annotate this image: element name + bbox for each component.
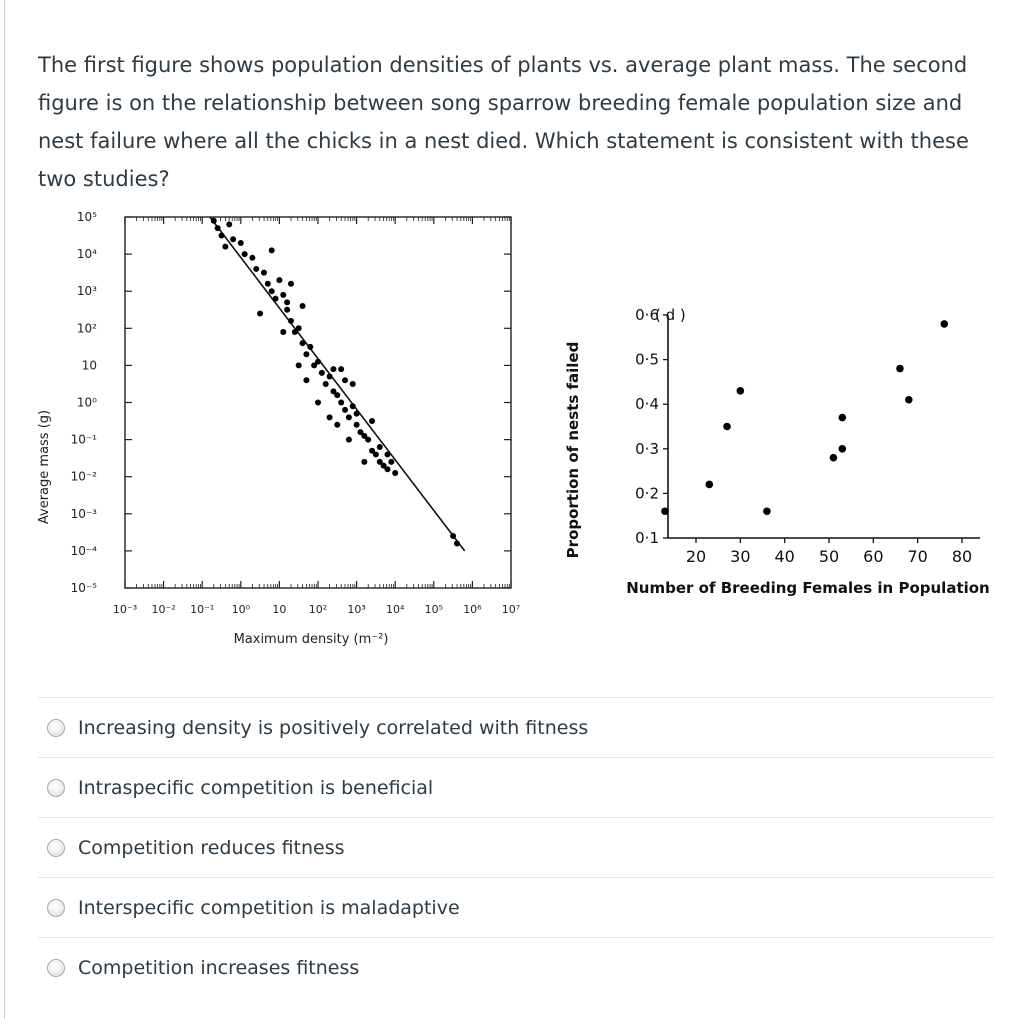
fig2-data-point: [661, 507, 669, 515]
fig1-data-point: [269, 288, 275, 294]
fig1-data-point: [257, 310, 263, 316]
fig2-x-tick-label: 40: [774, 547, 795, 566]
fig2-y-tick-label: 0·4: [635, 395, 659, 414]
answer-label: Increasing density is positively correlated with fitness: [78, 716, 589, 739]
fig2-x-tick-label: 20: [685, 547, 707, 566]
fig1-y-tick-labels: [71, 210, 98, 595]
fig2-points: [661, 320, 948, 515]
fig1-x-tick-label: 10⁷: [501, 603, 521, 616]
answer-option[interactable]: [38, 937, 994, 997]
fig1-x-tick-label: 10²: [308, 603, 328, 616]
question-text: The first figure shows population densities of plants vs. average plant mass. The second figure is on the relationship between song sparrow breeding female population size and nest failure where all the chicks in a nest died. Which statement is consistent with these two studies?: [38, 53, 969, 191]
fig1-data-point: [377, 444, 383, 450]
fig1-data-point: [288, 281, 294, 287]
fig1-data-point: [350, 403, 356, 409]
fig1-data-point: [450, 533, 456, 539]
fig2-x-tick-label: 70: [907, 547, 928, 566]
fig1-data-point: [388, 459, 394, 465]
fig2-x-axis-label: Number of Breeding Females in Population: [626, 579, 990, 597]
fig2-y-tick-label: 0·5: [635, 350, 659, 369]
fig1-data-point: [230, 236, 236, 242]
fig2-panel-title: ( d ): [655, 306, 686, 324]
fig2-y-tick-labels: [635, 306, 659, 547]
fig1-data-point: [253, 266, 259, 272]
answer-list: [38, 697, 994, 997]
fig2-data-point: [839, 414, 847, 422]
fig1-data-point: [334, 392, 340, 398]
fig2-y-tick-label: 0·1: [635, 529, 659, 547]
fig1-y-tick-label: 10²: [76, 321, 97, 336]
fig2-data-point: [830, 454, 838, 462]
fig1-x-tick-label: 10⁻³: [112, 603, 138, 616]
fig2-x-tick-labels: [686, 547, 972, 566]
fig1-data-point: [354, 422, 360, 428]
fig1-x-tick-label: 10⁻¹: [190, 603, 215, 616]
fig1-y-tick-label: 10: [81, 358, 97, 373]
fig1-data-point: [296, 325, 302, 331]
fig1-data-point: [323, 381, 329, 387]
fig1-x-tick-label: 10⁻²: [151, 603, 176, 616]
fig1-data-point: [319, 370, 325, 376]
fig2-data-point: [737, 387, 745, 395]
fig1-x-tick-label: 10⁰: [231, 603, 251, 616]
answer-label: Intraspecific competition is beneficial: [78, 776, 434, 799]
answer-label: Competition reduces fitness: [78, 836, 345, 859]
answer-option[interactable]: [38, 757, 994, 817]
fig1-data-point: [354, 411, 360, 417]
radio-button[interactable]: [47, 719, 65, 737]
figure-nest-failure: [560, 290, 1000, 602]
figure-plant-mass-density: [28, 205, 528, 660]
fig2-x-tick-label: 30: [730, 547, 751, 566]
fig2-data-point: [723, 423, 731, 431]
fig1-x-tick-label: 10⁶: [463, 603, 482, 616]
fig1-data-point: [346, 414, 352, 420]
fig1-data-point: [273, 296, 279, 302]
fig2-data-point: [706, 481, 714, 489]
fig1-y-tick-label: 10³: [76, 284, 97, 299]
fig1-data-point: [276, 277, 282, 283]
fig1-data-point: [342, 377, 348, 383]
fig1-data-point: [303, 351, 309, 357]
fig1-data-point: [242, 251, 248, 257]
fig1-y-tick-label: 10⁻⁵: [70, 581, 97, 595]
fig1-data-point: [219, 233, 225, 239]
fig1-data-point: [215, 225, 221, 231]
fig1-data-point: [265, 281, 271, 287]
answer-option[interactable]: [38, 877, 994, 937]
fig1-data-point: [327, 374, 333, 380]
fig1-data-point: [369, 418, 375, 424]
fig2-y-tick-label: 0·3: [635, 439, 659, 458]
fig2-data-point: [940, 320, 948, 328]
fig1-data-point: [338, 400, 344, 406]
fig1-x-tick-labels: [113, 603, 520, 616]
fig1-x-tick-label: 10³: [347, 603, 366, 616]
fig1-data-point: [346, 437, 352, 443]
fig2-x-tick-label: 80: [951, 547, 973, 566]
fig1-data-point: [342, 407, 348, 413]
answer-label: Interspecific competition is maladaptive: [78, 896, 460, 919]
fig1-data-point: [249, 255, 255, 261]
fig1-data-point: [384, 451, 390, 457]
fig1-data-point: [226, 221, 232, 227]
fig1-data-point: [315, 359, 321, 365]
fig1-y-tick-label: 10⁰: [76, 395, 97, 410]
fig1-y-tick-label: 10⁴: [76, 247, 97, 262]
fig1-data-point: [365, 437, 371, 443]
fig1-y-tick-label: 10⁻¹: [70, 432, 97, 447]
radio-button[interactable]: [47, 779, 65, 797]
fig1-data-point: [222, 244, 228, 250]
fig1-data-point: [211, 218, 217, 224]
fig2-y-axis-label: Proportion of nests failed: [564, 341, 582, 559]
fig1-y-tick-label: 10⁵: [76, 210, 97, 224]
fig2-y-tick-label: 0·2: [635, 484, 659, 503]
fig1-data-point: [338, 366, 344, 372]
answer-label: Competition increases fitness: [78, 956, 360, 979]
fig1-data-point: [300, 340, 306, 346]
fig1-data-point: [288, 318, 294, 324]
fig2-data-point: [839, 445, 847, 453]
fig1-data-point: [280, 292, 286, 298]
fig2-data-point: [896, 365, 904, 373]
fig1-data-point: [327, 414, 333, 420]
fig1-data-point: [269, 247, 275, 253]
fig1-data-point: [261, 270, 267, 276]
fig1-data-point: [373, 451, 379, 457]
fig1-x-tick-label: 10⁵: [424, 603, 444, 616]
fig1-y-tick-label: 10⁻²: [70, 469, 97, 484]
fig2-x-tick-label: 50: [818, 547, 840, 566]
fig1-data-point: [392, 470, 398, 476]
fig1-data-point: [315, 400, 321, 406]
fig1-data-point: [350, 381, 356, 387]
fig1-data-point: [384, 466, 390, 472]
fig1-x-tick-label: 10: [272, 603, 287, 616]
fig1-y-tick-label: 10⁻⁴: [70, 543, 97, 558]
fig1-x-tick-label: 10⁴: [385, 603, 405, 616]
radio-button[interactable]: [47, 839, 65, 857]
fig1-data-point: [238, 240, 244, 246]
fig1-data-point: [284, 299, 290, 305]
fig1-x-axis-label: Maximum density (m⁻²): [233, 632, 389, 647]
fig1-data-point: [307, 344, 313, 350]
fig1-data-point: [280, 329, 286, 335]
fig2-x-tick-label: 60: [863, 547, 884, 566]
radio-button[interactable]: [47, 899, 65, 917]
fig1-fit-line: [210, 217, 465, 551]
fig1-data-point: [300, 303, 306, 309]
fig1-data-point: [361, 459, 367, 465]
fig1-data-point: [454, 540, 460, 546]
fig1-y-axis-label: Average mass (g): [37, 409, 52, 525]
fig2-data-point: [763, 507, 771, 515]
fig2-y-tick-label: 0·6: [635, 306, 659, 324]
answer-option[interactable]: [38, 817, 994, 877]
fig2-axes: [663, 315, 980, 543]
answer-option[interactable]: [38, 697, 994, 757]
fig2-data-point: [905, 396, 913, 404]
radio-button[interactable]: [47, 959, 65, 977]
fig1-data-point: [334, 422, 340, 428]
fig1-y-tick-label: 10⁻³: [70, 506, 97, 521]
content-left-border: [4, 0, 5, 1019]
fig1-data-point: [296, 362, 302, 368]
fig1-data-point: [303, 377, 309, 383]
fig1-data-point: [330, 366, 336, 372]
fig1-data-point: [284, 307, 290, 313]
